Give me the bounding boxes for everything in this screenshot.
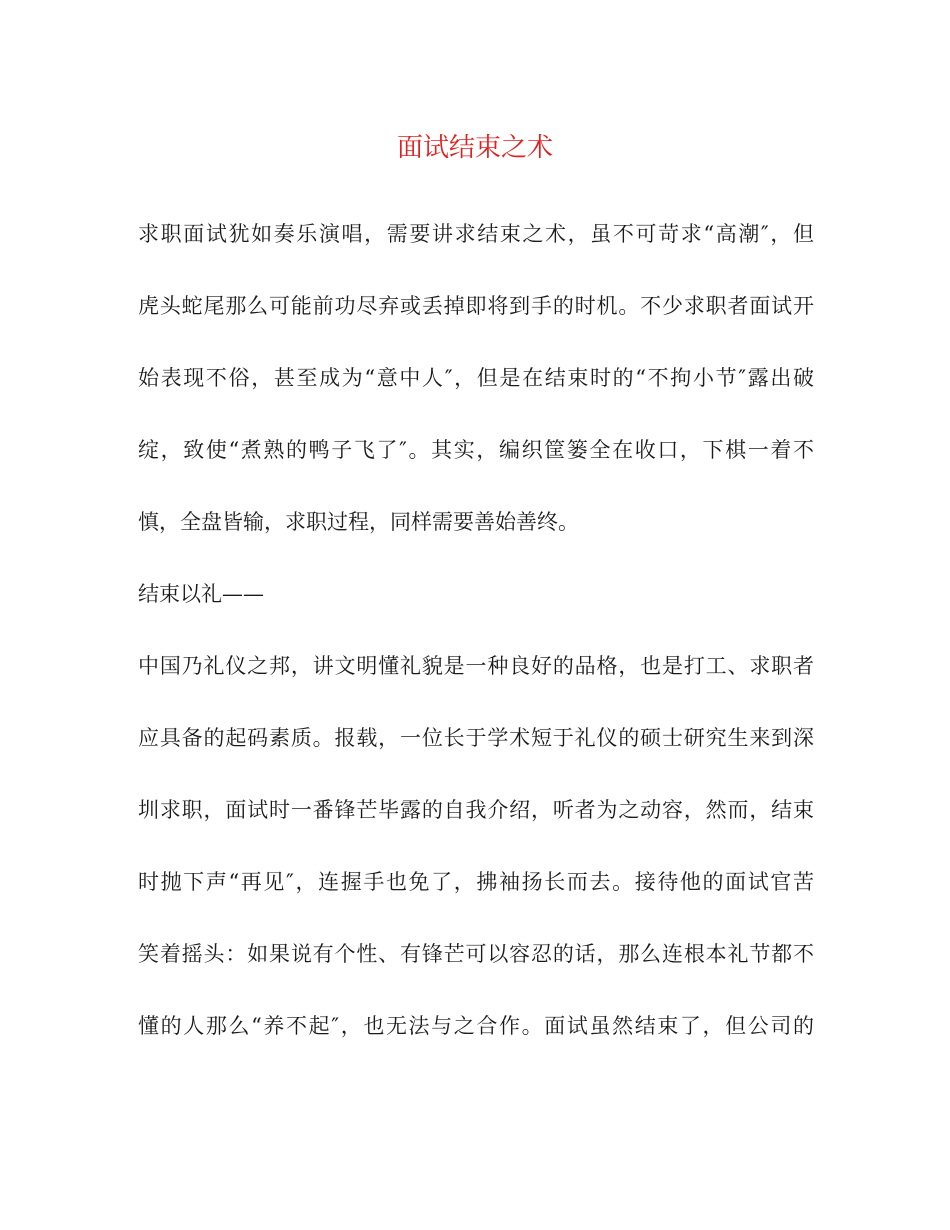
paragraph-line: 笑着摇头：如果说有个性、有锋芒可以容忍的话，那么连根本礼节都不: [138, 942, 814, 966]
paragraph-line: 懂的人那么“养不起″，也无法与之合作。面试虽然结束了，但公司的: [138, 1014, 814, 1038]
paragraph-line: 绽，致使“煮熟的鸭子飞了″。其实，编织筐篓全在收口，下棋一着不: [138, 438, 814, 462]
paragraph-line: 慎，全盘皆输，求职过程，同样需要善始善终。: [138, 510, 579, 534]
paragraph-line: 始表现不俗，甚至成为“意中人″，但是在结束时的“不拘小节″露出破: [138, 366, 814, 390]
document-title: 面试结束之术: [396, 133, 553, 163]
paragraph-line: 中国乃礼仪之邦，讲文明懂礼貌是一种良好的品格，也是打工、求职者: [138, 654, 814, 678]
paragraph-line: 时抛下声“再见″，连握手也免了，拂袖扬长而去。接待他的面试官苦: [138, 870, 814, 894]
section-heading: 结束以礼——: [138, 582, 264, 606]
paragraph-line: 圳求职，面试时一番锋芒毕露的自我介绍，听者为之动容，然而，结束: [138, 798, 814, 822]
paragraph-line: 应具备的起码素质。报载，一位长于学术短于礼仪的硕士研究生来到深: [138, 726, 814, 750]
paragraph-line: 虎头蛇尾那么可能前功尽弃或丢掉即将到手的时机。不少求职者面试开: [138, 294, 814, 318]
paragraph-line: 求职面试犹如奏乐演唱，需要讲求结束之术，虽不可苛求“高潮″，但: [138, 222, 814, 246]
